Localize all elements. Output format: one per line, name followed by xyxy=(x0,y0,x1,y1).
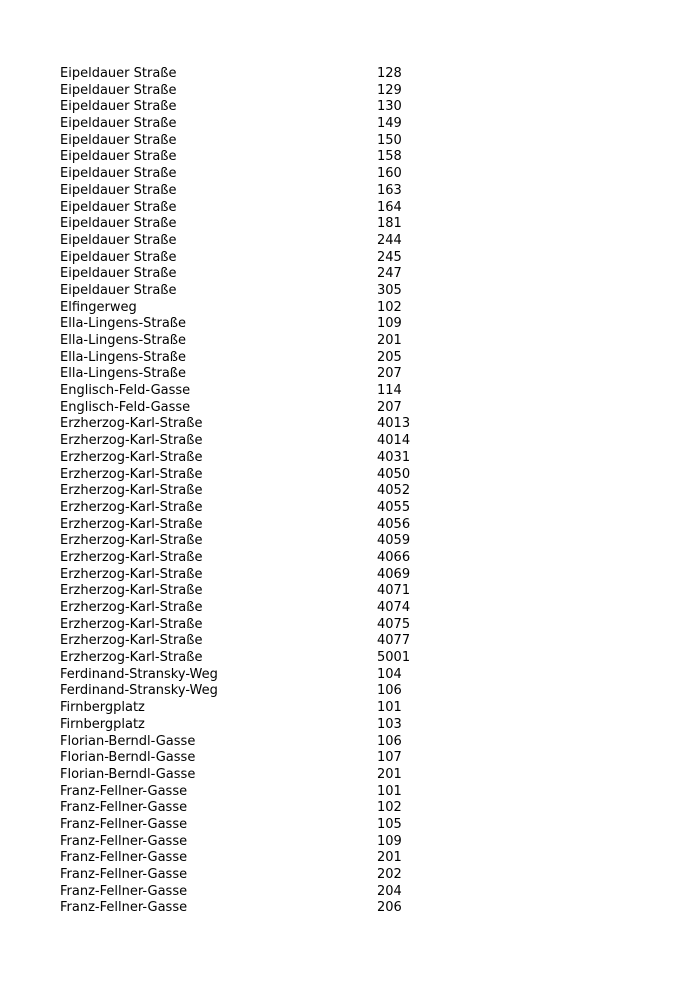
list-item xyxy=(60,617,460,634)
house-number: 105 xyxy=(377,816,402,832)
street-name: Erzherzog-Karl-Straße xyxy=(60,516,203,532)
house-number: 247 xyxy=(377,266,402,282)
list-item xyxy=(60,266,460,283)
street-name: Eipeldauer Straße xyxy=(60,66,177,81)
house-number: 4059 xyxy=(377,533,411,549)
street-name: Firnbergplatz xyxy=(60,700,145,716)
house-number: 128 xyxy=(377,66,402,81)
list-item xyxy=(60,316,460,333)
house-number: 163 xyxy=(377,182,402,198)
list-item xyxy=(60,200,460,217)
list-item xyxy=(60,784,460,801)
street-name: Erzherzog-Karl-Straße xyxy=(60,650,203,666)
street-name: Eipeldauer Straße xyxy=(60,199,177,215)
street-name: Firnbergplatz xyxy=(60,716,145,732)
street-name: Franz-Fellner-Gasse xyxy=(60,867,188,882)
street-name: Eipeldauer Straße xyxy=(60,232,177,248)
house-number: 4031 xyxy=(377,449,411,465)
street-name: Florian-Berndl-Gasse xyxy=(60,766,196,782)
house-number: 4014 xyxy=(377,433,411,449)
street-name: Erzherzog-Karl-Straße xyxy=(60,416,203,432)
list-item xyxy=(60,884,460,901)
house-number: 160 xyxy=(377,166,402,182)
street-name: Erzherzog-Karl-Straße xyxy=(60,466,203,482)
list-item xyxy=(60,834,460,851)
list-item xyxy=(60,850,460,867)
house-number: 201 xyxy=(377,333,402,348)
list-item xyxy=(60,149,460,166)
house-number: 109 xyxy=(377,833,402,849)
list-item xyxy=(60,366,460,383)
list-item xyxy=(60,533,460,550)
list-item xyxy=(60,550,460,567)
house-number: 4071 xyxy=(377,583,411,599)
street-name: Erzherzog-Karl-Straße xyxy=(60,633,203,649)
street-name: Franz-Fellner-Gasse xyxy=(60,850,188,866)
street-name: Erzherzog-Karl-Straße xyxy=(60,566,203,582)
list-item xyxy=(60,116,460,133)
house-number: 106 xyxy=(377,683,402,699)
house-number: 4074 xyxy=(377,600,411,615)
street-name: Franz-Fellner-Gasse xyxy=(60,816,188,832)
street-name: Erzherzog-Karl-Straße xyxy=(60,616,203,632)
street-name: Erzherzog-Karl-Straße xyxy=(60,549,203,565)
house-number: 114 xyxy=(377,383,402,399)
street-name: Eipeldauer Straße xyxy=(60,182,177,198)
list-item xyxy=(60,216,460,233)
house-number: 4050 xyxy=(377,466,411,482)
house-number: 204 xyxy=(377,883,402,899)
list-item xyxy=(60,400,460,417)
house-number: 106 xyxy=(377,733,402,749)
list-item xyxy=(60,667,460,684)
house-number: 158 xyxy=(377,149,402,165)
street-name: Ella-Lingens-Straße xyxy=(60,349,186,365)
list-item xyxy=(60,99,460,116)
list-item xyxy=(60,767,460,784)
street-name: Eipeldauer Straße xyxy=(60,249,177,265)
house-number: 101 xyxy=(377,783,402,799)
house-number: 201 xyxy=(377,766,402,782)
list-item xyxy=(60,700,460,717)
house-number: 202 xyxy=(377,867,402,882)
list-item xyxy=(60,633,460,650)
house-number: 4075 xyxy=(377,616,411,632)
house-number: 4077 xyxy=(377,633,411,649)
street-name: Eipeldauer Straße xyxy=(60,282,177,298)
list-item xyxy=(60,383,460,400)
house-number: 4013 xyxy=(377,416,411,432)
street-name: Erzherzog-Karl-Straße xyxy=(60,600,203,615)
list-item xyxy=(60,300,460,317)
street-name: Erzherzog-Karl-Straße xyxy=(60,433,203,449)
street-name: Erzherzog-Karl-Straße xyxy=(60,483,203,499)
street-name: Franz-Fellner-Gasse xyxy=(60,833,188,849)
street-name: Elfingerweg xyxy=(60,299,137,315)
street-name: Eipeldauer Straße xyxy=(60,132,177,148)
list-item xyxy=(60,500,460,517)
house-number: 150 xyxy=(377,132,402,148)
house-number: 149 xyxy=(377,116,402,132)
list-item xyxy=(60,750,460,767)
list-item xyxy=(60,583,460,600)
street-name: Erzherzog-Karl-Straße xyxy=(60,583,203,599)
list-item xyxy=(60,650,460,667)
house-number: 244 xyxy=(377,232,402,248)
list-item xyxy=(60,467,460,484)
list-item xyxy=(60,800,460,817)
house-number: 104 xyxy=(377,666,402,682)
list-item xyxy=(60,900,460,917)
street-name: Florian-Berndl-Gasse xyxy=(60,733,196,749)
street-name: Ella-Lingens-Straße xyxy=(60,333,186,348)
street-name: Ella-Lingens-Straße xyxy=(60,316,186,332)
street-name: Eipeldauer Straße xyxy=(60,266,177,282)
list-item xyxy=(60,350,460,367)
house-number: 103 xyxy=(377,716,402,732)
house-number: 4069 xyxy=(377,566,411,582)
list-item xyxy=(60,567,460,584)
house-number: 129 xyxy=(377,82,402,98)
house-number: 205 xyxy=(377,349,402,365)
list-item xyxy=(60,483,460,500)
street-name: Eipeldauer Straße xyxy=(60,166,177,182)
street-name: Erzherzog-Karl-Straße xyxy=(60,449,203,465)
house-number: 206 xyxy=(377,900,402,916)
house-number: 207 xyxy=(377,366,402,382)
house-number: 4052 xyxy=(377,483,411,499)
street-name: Franz-Fellner-Gasse xyxy=(60,783,188,799)
list-item xyxy=(60,433,460,450)
house-number: 101 xyxy=(377,700,402,716)
street-name: Florian-Berndl-Gasse xyxy=(60,750,196,766)
house-number: 164 xyxy=(377,199,402,215)
street-name: Franz-Fellner-Gasse xyxy=(60,800,188,816)
street-name: Eipeldauer Straße xyxy=(60,116,177,132)
street-name: Ferdinand-Stransky-Weg xyxy=(60,683,218,699)
list-item xyxy=(60,600,460,617)
street-name: Englisch-Feld-Gasse xyxy=(60,399,191,415)
list-item xyxy=(60,333,460,350)
list-item xyxy=(60,133,460,150)
list-item xyxy=(60,734,460,751)
street-name: Englisch-Feld-Gasse xyxy=(60,383,191,399)
house-number: 4055 xyxy=(377,499,411,515)
house-number: 181 xyxy=(377,216,402,232)
street-name: Ella-Lingens-Straße xyxy=(60,366,186,382)
street-name: Eipeldauer Straße xyxy=(60,99,177,115)
street-name: Eipeldauer Straße xyxy=(60,82,177,98)
list-item xyxy=(60,817,460,834)
house-number: 207 xyxy=(377,399,402,415)
house-number: 305 xyxy=(377,282,402,298)
list-item xyxy=(60,166,460,183)
list-item xyxy=(60,83,460,100)
street-name: Eipeldauer Straße xyxy=(60,149,177,165)
list-item xyxy=(60,183,460,200)
house-number: 4066 xyxy=(377,549,411,565)
street-name: Franz-Fellner-Gasse xyxy=(60,900,188,916)
house-number: 130 xyxy=(377,99,402,115)
street-name: Ferdinand-Stransky-Weg xyxy=(60,666,218,682)
list-item xyxy=(60,66,460,83)
house-number: 107 xyxy=(377,750,402,766)
address-list xyxy=(60,66,460,917)
list-item xyxy=(60,867,460,884)
house-number: 102 xyxy=(377,299,402,315)
list-item xyxy=(60,717,460,734)
house-number: 4056 xyxy=(377,516,411,532)
list-item xyxy=(60,283,460,300)
house-number: 109 xyxy=(377,316,402,332)
street-name: Eipeldauer Straße xyxy=(60,216,177,232)
list-item xyxy=(60,683,460,700)
house-number: 245 xyxy=(377,249,402,265)
list-item xyxy=(60,450,460,467)
list-item xyxy=(60,250,460,267)
house-number: 201 xyxy=(377,850,402,866)
street-name: Erzherzog-Karl-Straße xyxy=(60,499,203,515)
house-number: 102 xyxy=(377,800,402,816)
street-name: Franz-Fellner-Gasse xyxy=(60,883,188,899)
house-number: 5001 xyxy=(377,650,411,666)
list-item xyxy=(60,517,460,534)
list-item xyxy=(60,416,460,433)
list-item xyxy=(60,233,460,250)
street-name: Erzherzog-Karl-Straße xyxy=(60,533,203,549)
